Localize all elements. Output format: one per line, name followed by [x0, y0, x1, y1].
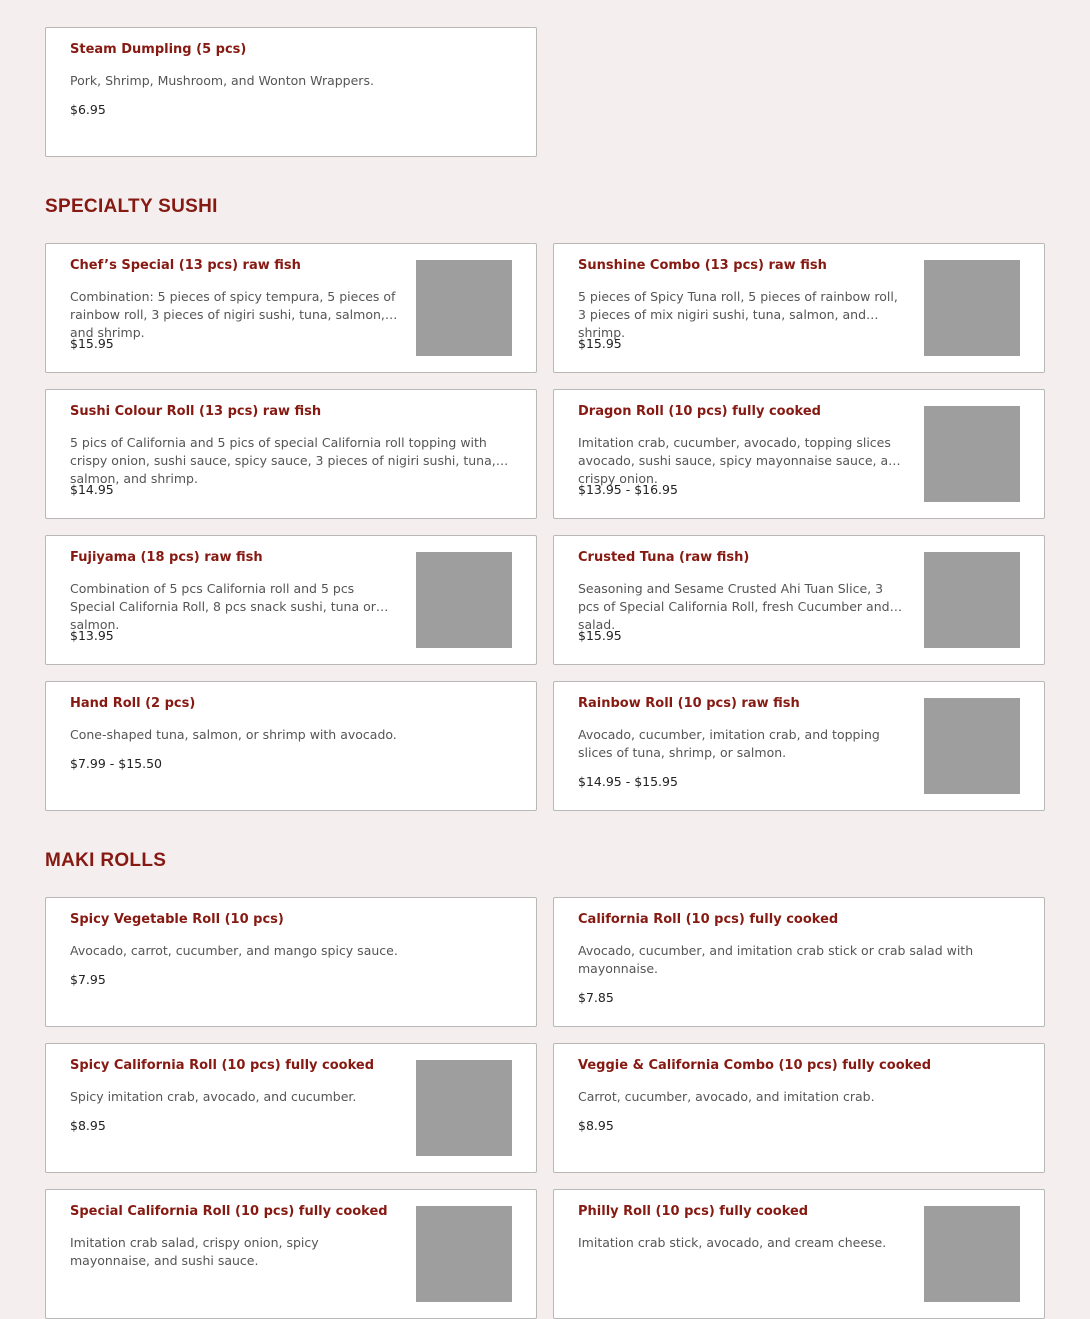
item-name: Dragon Roll (10 pcs) fully cooked: [578, 404, 821, 419]
item-description: Seasoning and Sesame Crusted Ahi Tuan Slice, 3 pcs of Special California Roll, fresh Cucumber and salad.: [578, 581, 890, 632]
menu-item-chefs-special[interactable]: [45, 243, 537, 373]
item-description: Avocado, carrot, cucumber, and mango spicy sauce.: [70, 943, 398, 958]
item-name: Philly Roll (10 pcs) fully cooked: [578, 1204, 809, 1219]
menu-item-special-california-roll[interactable]: [45, 1189, 537, 1319]
item-description: Combination: 5 pieces of spicy tempura, 5 pieces of rainbow roll, 3 pieces of nigiri sushi, tuna, salmon, and shrimp.: [70, 289, 396, 340]
item-image-placeholder: [924, 698, 1020, 794]
item-description: Avocado, cucumber, imitation crab, and topping slices of tuna, shrimp, or salmon.: [578, 727, 880, 760]
item-name: Sushi Colour Roll (13 pcs) raw fish: [70, 404, 322, 419]
item-image-placeholder: [416, 552, 512, 648]
item-name: Veggie & California Combo (10 pcs) fully cooked: [578, 1058, 932, 1073]
item-price: $8.95: [578, 1118, 614, 1133]
menu-item-sunshine-combo[interactable]: [553, 243, 1045, 373]
item-description: 5 pics of California and 5 pics of special California roll topping with crispy onion, sushi sauce, spicy sauce, 3 pieces of nigiri sushi, tuna, salmon, and shrimp.: [70, 435, 496, 486]
item-name: Spicy California Roll (10 pcs) fully cooked: [70, 1058, 375, 1073]
menu-item-fujiyama[interactable]: [45, 535, 537, 665]
item-price: $15.95: [70, 336, 114, 351]
item-description: Combination of 5 pcs California roll and 5 pcs Special California Roll, 8 pcs snack sushi, tuna or salmon.: [70, 581, 376, 632]
item-price: $6.95: [70, 102, 106, 117]
item-description: 5 pieces of Spicy Tuna roll, 5 pieces of rainbow roll, 3 pieces of mix nigiri sushi, tuna, salmon, and shrimp.: [578, 289, 898, 340]
item-name: Steam Dumpling (5 pcs): [70, 42, 247, 57]
item-price: $7.85: [578, 990, 614, 1005]
item-name: Special California Roll (10 pcs) fully cooked: [70, 1204, 388, 1219]
menu-item-rainbow-roll[interactable]: [553, 681, 1045, 811]
item-name: Sunshine Combo (13 pcs) raw fish: [578, 258, 827, 273]
menu-item-dragon-roll[interactable]: [553, 389, 1045, 519]
menu-item-crusted-tuna[interactable]: [553, 535, 1045, 665]
item-name: Hand Roll (2 pcs): [70, 696, 196, 711]
item-name: Spicy Vegetable Roll (10 pcs): [70, 912, 284, 927]
item-name: Crusted Tuna (raw fish): [578, 550, 750, 565]
item-price: $15.95: [578, 628, 622, 643]
menu-item-philly-roll[interactable]: [553, 1189, 1045, 1319]
item-description: Imitation crab salad, crispy onion, spicy mayonnaise, and sushi sauce.: [70, 1235, 319, 1268]
item-image-placeholder: [416, 260, 512, 356]
item-price: $7.99 - $15.50: [70, 756, 162, 771]
menu-item-spicy-vegetable-roll[interactable]: [45, 897, 537, 1027]
item-description: Pork, Shrimp, Mushroom, and Wonton Wrappers.: [70, 73, 374, 88]
item-description: Avocado, cucumber, and imitation crab stick or crab salad with mayonnaise.: [578, 943, 974, 976]
item-image-placeholder: [416, 1060, 512, 1156]
menu-item-steam-dumpling[interactable]: [45, 27, 537, 157]
item-price: $13.95 - $16.95: [578, 482, 678, 497]
item-name: Rainbow Roll (10 pcs) raw fish: [578, 696, 800, 711]
item-description: Spicy imitation crab, avocado, and cucumber.: [70, 1089, 357, 1104]
menu-item-california-roll[interactable]: [553, 897, 1045, 1027]
item-price: $14.95 - $15.95: [578, 774, 678, 789]
item-name: California Roll (10 pcs) fully cooked: [578, 912, 839, 927]
item-image-placeholder: [416, 1206, 512, 1302]
item-name: Fujiyama (18 pcs) raw fish: [70, 550, 263, 565]
item-price: $13.95: [70, 628, 114, 643]
item-image-placeholder: [924, 260, 1020, 356]
item-description: Imitation crab, cucumber, avocado, topping slices avocado, sushi sauce, spicy mayonnaise sauce, and crispy onion.: [578, 435, 905, 486]
section-title-maki-rolls: MAKI ROLLS: [45, 850, 167, 871]
item-description: Cone-shaped tuna, salmon, or shrimp with avocado.: [70, 727, 397, 742]
item-price: $7.95: [70, 972, 106, 987]
item-image-placeholder: [924, 406, 1020, 502]
item-description: Carrot, cucumber, avocado, and imitation crab.: [578, 1089, 875, 1104]
item-name: Chef’s Special (13 pcs) raw fish: [70, 258, 301, 273]
item-image-placeholder: [924, 552, 1020, 648]
menu-item-hand-roll[interactable]: [45, 681, 537, 811]
item-price: $15.95: [578, 336, 622, 351]
item-price: $14.95: [70, 482, 114, 497]
item-price: $8.95: [70, 1118, 106, 1133]
menu-item-sushi-colour-roll[interactable]: [45, 389, 537, 519]
menu-item-veggie-california-combo[interactable]: [553, 1043, 1045, 1173]
menu-item-spicy-california-roll[interactable]: [45, 1043, 537, 1173]
section-title-specialty-sushi: SPECIALTY SUSHI: [45, 196, 218, 217]
item-description: Imitation crab stick, avocado, and cream cheese.: [578, 1235, 887, 1250]
item-image-placeholder: [924, 1206, 1020, 1302]
